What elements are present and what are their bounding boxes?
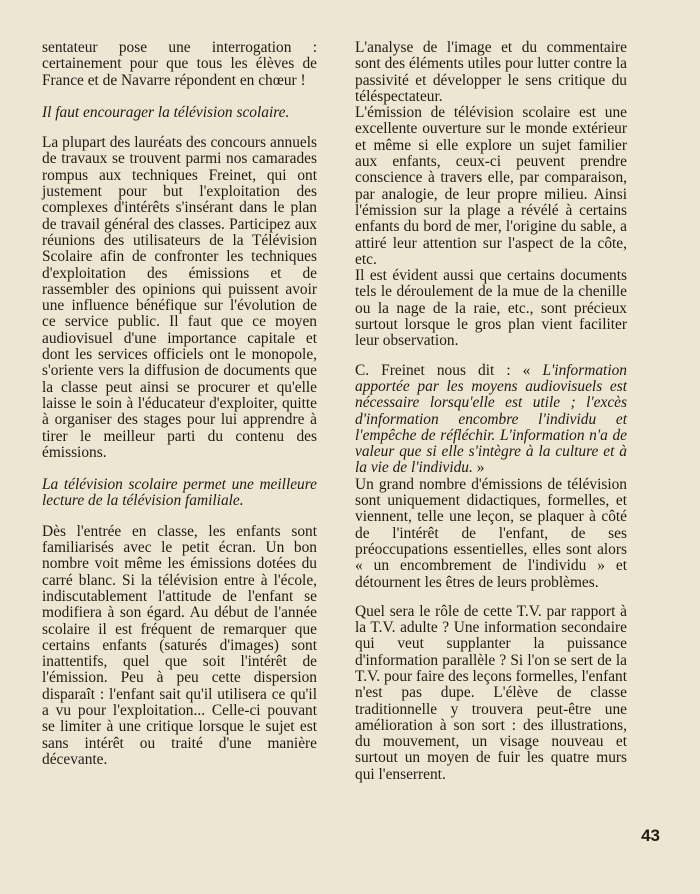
paragraph: La plupart des lauréats des concours annuels de travaux se trouvent parmi nos camarades rompus aux techniques Freinet, qui ont justement pour but l'exploitation des complexes d'intérêts s'insérant dans le plan de travail général des classes. Participez aux réunions des utilisateurs de la Télévision Scolaire afin de confronter les techniques d'exploitation des émissions et de rassembler des opinions qui puissent avoir une influence bénéfique sur l'évolution de ce service public. Il faut que ce moyen audiovisuel d'une importance capitale et dont les services officiels ont le monopole, s'oriente vers la diffusion de documents que la classe peut ainsi se procurer et qu'elle laisse le soin à l'éducateur d'exploiter, quitte à organiser des stages pour lui apprendre à tirer le meilleur parti du contenu des émissions. xyxy=(42,134,317,461)
paragraph: L'analyse de l'image et du commentaire sont des éléments utiles pour lutter contre la passivité et développer le sens critique du téléspectateur. xyxy=(355,39,627,105)
quote-intro: C. Freinet nous dit : « xyxy=(355,361,543,379)
paragraph: L'émission de télévision scolaire est une excellente ouverture sur le monde extérieur et même si elle explore un sujet familier aux enfants, ceux-ci peuvent prendre conscience à travers elle, par comparaison, par analogie, de leur propre milieu. Ainsi l'émission sur la plage a révélé à certains enfants du bord de mer, l'origine du sable, a attiré leur attention sur l'aspect de la côte, etc. xyxy=(355,104,627,268)
quote-paragraph xyxy=(355,363,627,477)
paragraph: Un grand nombre d'émissions de télévision sont uniquement didactiques, formelles, et viennent, telle une leçon, se plaquer à côté de l'intérêt de l'enfant, de ses préoccupations essentielles, elles sont alors « un encombrement de l'individu » et détournent les êtres de leurs problèmes. xyxy=(355,475,627,591)
paragraph: sentateur pose une interrogation : certainement pour que tous les élèves de France et de Navarre répondent en chœur ! xyxy=(42,39,317,89)
left-column xyxy=(42,40,317,768)
paragraph: Il est évident aussi que certains documents tels le déroulement de la mue de la chenille ou la nage de la raie, etc., sont précieux surtout lorsque le gros plan vient faciliter leur observation. xyxy=(355,267,627,350)
page-number: 43 xyxy=(641,826,660,845)
paragraph: Quel sera le rôle de cette T.V. par rapport à la T.V. adulte ? Une information secondaire qui veut supplanter la puissance d'information parallèle ? Si l'on se sert de la T.V. pour faire des leçons formelles, l'enfant n'est pas dupe. L'élève de classe traditionnelle y trouvera peut-être une amélioration à son sort : des illustrations, du mouvement, un visage nouveau et surtout un moyen de fuir les quatre murs qui l'enserrent. xyxy=(355,602,627,783)
freinet-quote: L'information apportée par les moyens audiovisuels est nécessaire lorsqu'elle est utile ; l'excès d'information encombre l'individu et l'empêche de réfléchir. L'information n'a de valeur que si elle s'intègre à la culture et à la vie de l'individu. xyxy=(355,361,627,477)
quote-close: » xyxy=(472,459,485,477)
section-heading: La télévision scolaire permet une meilleure lecture de la télévision familiale. xyxy=(42,476,317,510)
right-column xyxy=(355,40,627,783)
paragraph: Dès l'entrée en classe, les enfants sont familiarisés avec le petit écran. Un bon nombre voit même les émissions dotées du carré blanc. Si la télévision entre à l'école, indiscutablement l'attitude de l'enfant se modifiera à son égard. Au début de l'année scolaire il est fréquent de remarquer que certains enfants (saturés d'images) sont inattentifs, quel que soit l'intérêt de l'émission. Peu à peu cette dispersion disparaît : l'enfant sait qu'il utilisera ce qu'il a vu pour l'exploitation... Celle-ci pouvant se limiter à une critique lorsque le sujet est sans intérêt ou traité d'une manière décevante. xyxy=(42,522,317,768)
section-heading: Il faut encourager la télévision scolaire. xyxy=(42,103,290,121)
